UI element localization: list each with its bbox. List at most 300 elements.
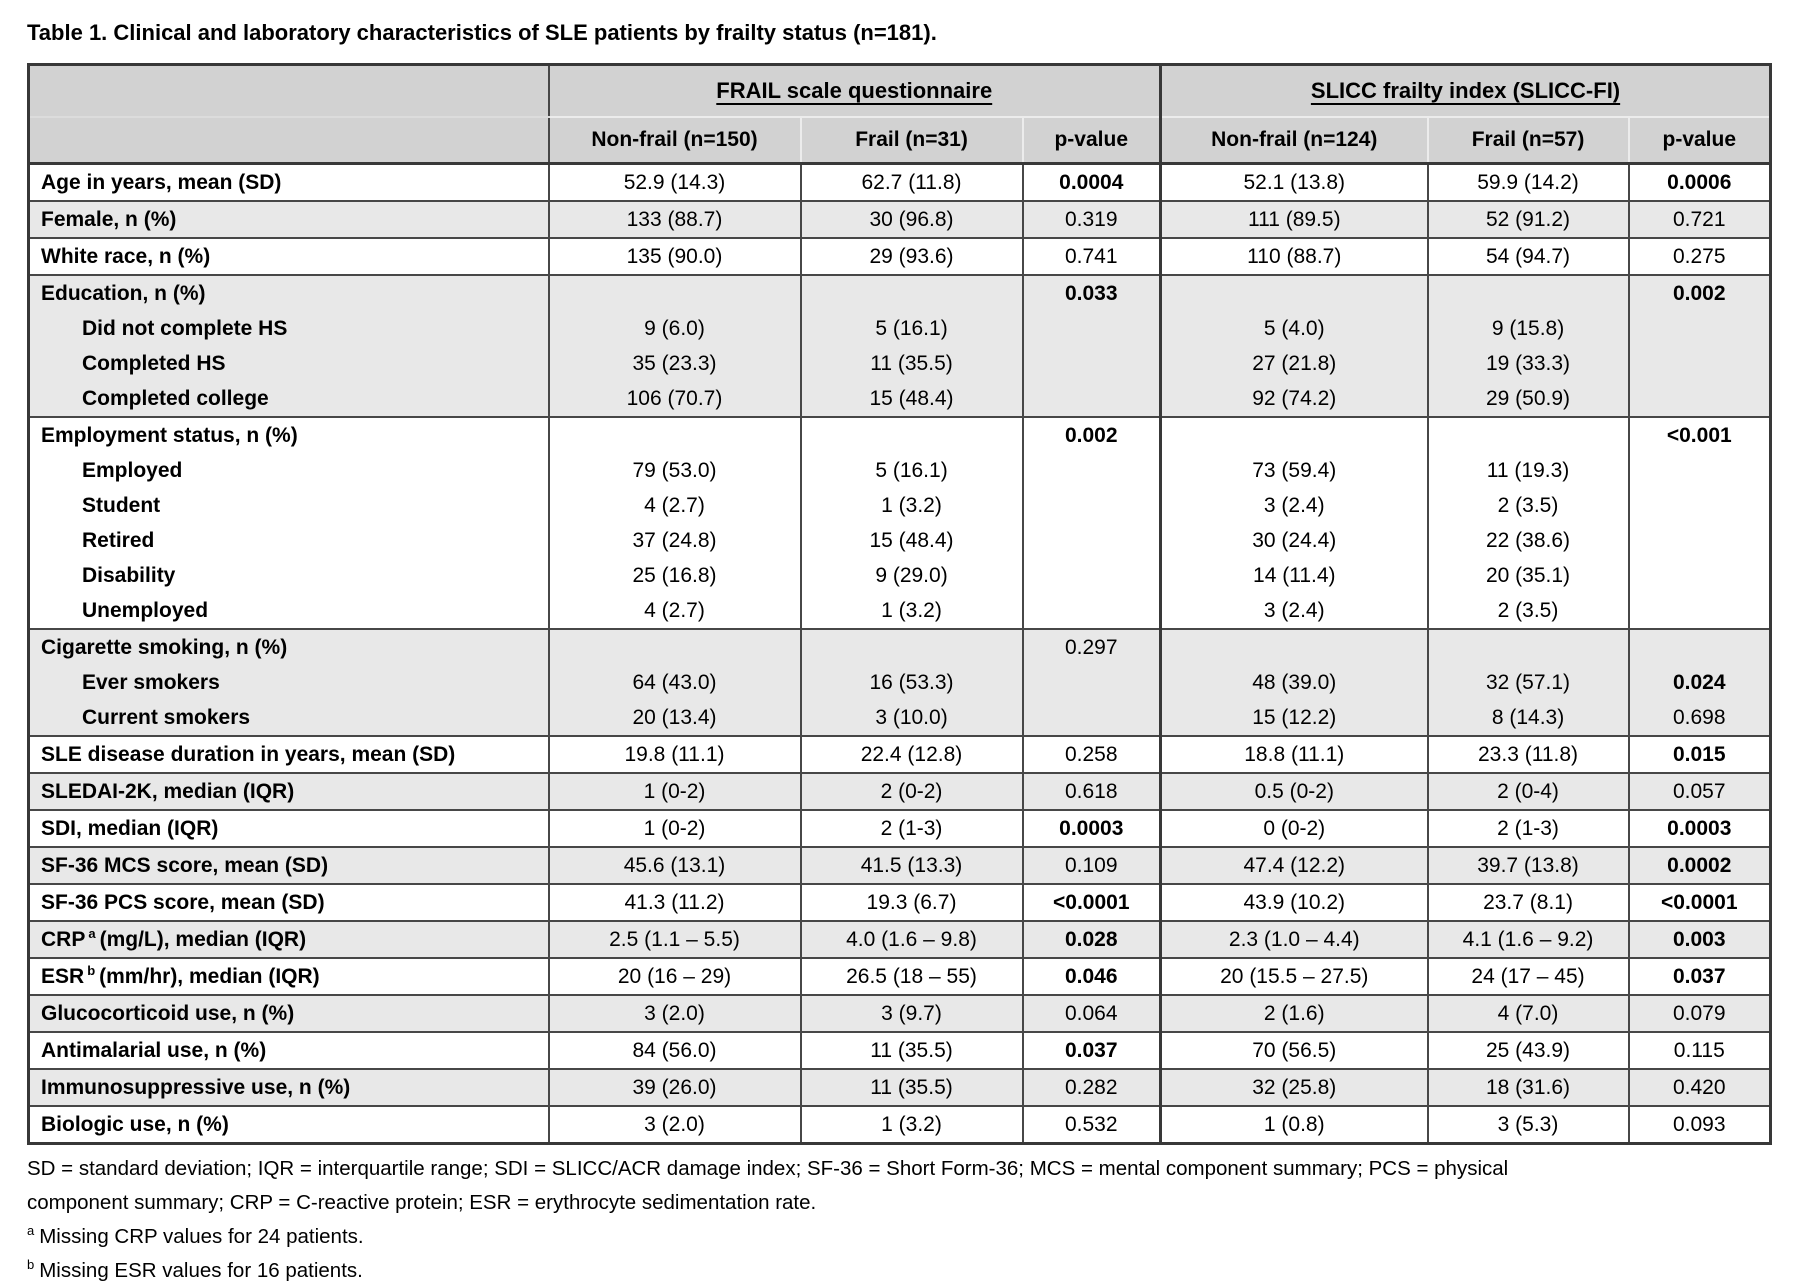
value-cell — [801, 629, 1023, 736]
p-value-cell — [1023, 958, 1161, 995]
cell-value — [550, 418, 800, 453]
value-cell — [801, 201, 1023, 238]
cell-value: 3 (5.3) — [1497, 1113, 1559, 1136]
column-header-frail-frail: Frail (n=31) — [801, 117, 1023, 164]
table-header-group-slicc — [1161, 65, 1771, 118]
cell-value: 0.0004 — [1059, 171, 1124, 194]
value-cell — [801, 810, 1023, 847]
table-row — [29, 995, 1771, 1032]
cell-value: 29 (50.9) — [1485, 387, 1571, 410]
p-value-cell — [1023, 1032, 1161, 1069]
p-value-cell — [1023, 921, 1161, 958]
footnote-marker-b: b — [27, 1257, 35, 1273]
cell-value: 19 (33.3) — [1485, 352, 1571, 375]
cell-value: 2.5 (1.1 – 5.5) — [609, 928, 740, 951]
cell-value: 1 (3.2) — [881, 599, 942, 622]
cell-value: 5 (16.1) — [875, 459, 948, 482]
cell-value: 45.6 (13.1) — [623, 854, 726, 877]
row-label-cell — [29, 1069, 549, 1106]
cell-value: 20 (15.5 – 27.5) — [1220, 965, 1369, 988]
cell-value: 19.8 (11.1) — [624, 743, 725, 766]
cell-value: 48 (39.0) — [1252, 671, 1337, 694]
cell-value: 0.002 — [1064, 424, 1118, 447]
p-value-cell — [1629, 884, 1771, 921]
value-cell — [549, 164, 801, 202]
header-corner — [29, 65, 549, 118]
p-value-cell — [1023, 1106, 1161, 1144]
cell-value — [1630, 453, 1770, 488]
p-value-cell — [1023, 417, 1161, 629]
cell-value: 43.9 (10.2) — [1243, 891, 1346, 914]
value-cell — [1428, 736, 1629, 773]
cell-value: 0.275 — [1672, 245, 1726, 268]
p-value-cell — [1023, 164, 1161, 202]
table-row — [29, 275, 1771, 417]
cell-value: 4 (7.0) — [1497, 1002, 1559, 1025]
row-label-cell — [29, 417, 549, 629]
row-label: Glucocorticoid use, n (%) — [41, 1002, 295, 1025]
cell-value: 5 (16.1) — [875, 317, 948, 340]
cell-value — [1024, 453, 1160, 488]
cell-value — [1024, 558, 1160, 593]
row-sublabel: Retired — [82, 529, 155, 552]
cell-value: 0.037 — [1064, 1039, 1118, 1062]
cell-value: 54 (94.7) — [1485, 245, 1571, 268]
cell-value: <0.001 — [1666, 424, 1732, 447]
footnote-a — [27, 1220, 1547, 1254]
p-value-cell — [1023, 773, 1161, 810]
value-cell — [549, 884, 801, 921]
cell-value: 52 (91.2) — [1485, 208, 1571, 231]
cell-value: 135 (90.0) — [626, 245, 723, 268]
cell-value: 11 (19.3) — [1486, 459, 1570, 482]
row-sublabel: Disability — [82, 564, 176, 587]
value-cell — [549, 773, 801, 810]
cell-value — [1429, 630, 1628, 665]
table-row — [29, 629, 1771, 736]
value-cell — [801, 958, 1023, 995]
cell-value: 26.5 (18 – 55) — [846, 965, 977, 988]
cell-value: 11 (35.5) — [870, 1076, 953, 1099]
p-value-cell — [1023, 238, 1161, 275]
cell-value: 0.5 (0-2) — [1254, 780, 1334, 803]
value-cell — [1161, 736, 1428, 773]
cell-value: 2 (3.5) — [1497, 494, 1559, 517]
p-value-cell — [1023, 736, 1161, 773]
cell-value — [1630, 488, 1770, 523]
cell-value: 59.9 (14.2) — [1477, 171, 1579, 194]
cell-value: 0.0003 — [1059, 817, 1124, 840]
cell-value — [1630, 558, 1770, 593]
cell-value: 0.002 — [1672, 282, 1726, 305]
value-cell — [1161, 275, 1428, 417]
value-cell — [801, 773, 1023, 810]
cell-value: 5 (4.0) — [1263, 317, 1325, 340]
value-cell — [1428, 995, 1629, 1032]
header-column-row — [29, 117, 1771, 164]
p-value-cell — [1629, 164, 1771, 202]
value-cell — [1428, 884, 1629, 921]
value-cell — [1161, 884, 1428, 921]
row-label: Biologic use, n (%) — [41, 1113, 229, 1136]
row-label: SF-36 MCS score, mean (SD) — [41, 854, 329, 877]
cell-value — [802, 276, 1022, 311]
cell-value — [1429, 418, 1628, 453]
cell-value: 106 (70.7) — [626, 387, 723, 410]
cell-value: 0.024 — [1672, 671, 1726, 694]
cell-value: 2 (1-3) — [1497, 817, 1559, 840]
row-sublabel: Completed HS — [82, 352, 226, 375]
cell-value: 41.5 (13.3) — [860, 854, 963, 877]
value-cell — [801, 995, 1023, 1032]
cell-value — [1429, 276, 1628, 311]
cell-value: 0 (0-2) — [1263, 817, 1326, 840]
value-cell — [1428, 1106, 1629, 1144]
p-value-cell — [1629, 958, 1771, 995]
row-sublabel: Current smokers — [82, 706, 251, 729]
value-cell — [549, 995, 801, 1032]
row-label-cell — [29, 629, 549, 736]
cell-value: 2 (1.6) — [1263, 1002, 1325, 1025]
value-cell — [1161, 164, 1428, 202]
p-value-cell — [1629, 773, 1771, 810]
row-label: Age in years, mean (SD) — [41, 171, 282, 194]
cell-value: 37 (24.8) — [632, 529, 717, 552]
cell-value: 41.3 (11.2) — [624, 891, 725, 914]
cell-value: 0.319 — [1064, 208, 1118, 231]
cell-value: 1 (0.8) — [1263, 1113, 1325, 1136]
value-cell — [801, 1106, 1023, 1144]
cell-value: 35 (23.3) — [632, 352, 717, 375]
cell-value: 16 (53.3) — [869, 671, 954, 694]
cell-value: 64 (43.0) — [632, 671, 717, 694]
table-row — [29, 417, 1771, 629]
value-cell — [801, 736, 1023, 773]
cell-value: 11 (35.5) — [870, 352, 953, 375]
cell-value: 22.4 (12.8) — [860, 743, 963, 766]
cell-value — [1630, 381, 1770, 416]
p-value-cell — [1023, 1069, 1161, 1106]
value-cell — [801, 238, 1023, 275]
cell-value: 0.258 — [1064, 743, 1118, 766]
cell-value: 4 (2.7) — [644, 599, 705, 622]
row-label-cell — [29, 736, 549, 773]
cell-value: 32 (25.8) — [1252, 1076, 1337, 1099]
cell-value — [1024, 700, 1160, 735]
table-row — [29, 736, 1771, 773]
cell-value: 0.532 — [1064, 1113, 1118, 1136]
p-value-cell — [1629, 995, 1771, 1032]
value-cell — [549, 810, 801, 847]
cell-value: 9 (6.0) — [644, 317, 705, 340]
row-label: Antimalarial use, n (%) — [41, 1039, 267, 1062]
p-value-cell — [1629, 847, 1771, 884]
cell-value: 18 (31.6) — [1485, 1076, 1571, 1099]
cell-value: 23.7 (8.1) — [1483, 891, 1573, 914]
row-label: Employment status, n (%) — [41, 424, 298, 447]
cell-value: 0.0002 — [1667, 854, 1732, 877]
value-cell — [1428, 810, 1629, 847]
cell-value: 25 (16.8) — [632, 564, 717, 587]
cell-value: 110 (88.7) — [1247, 245, 1342, 268]
cell-value — [1630, 523, 1770, 558]
cell-value: 22 (38.6) — [1485, 529, 1571, 552]
table-row — [29, 1032, 1771, 1069]
cell-value: 0.093 — [1672, 1113, 1726, 1136]
value-cell — [1428, 164, 1629, 202]
cell-value: 15 (48.4) — [869, 529, 954, 552]
header-group-row — [29, 65, 1771, 118]
p-value-cell — [1629, 201, 1771, 238]
p-value-cell — [1023, 810, 1161, 847]
p-value-cell — [1629, 275, 1771, 417]
value-cell — [1161, 629, 1428, 736]
row-label: SLEDAI-2K, median (IQR) — [41, 780, 295, 803]
cell-value: 39 (26.0) — [632, 1076, 717, 1099]
footnote-b-text: Missing ESR values for 16 patients. — [39, 1259, 363, 1282]
cell-value: 3 (2.0) — [644, 1002, 705, 1025]
cell-value: 0.282 — [1064, 1076, 1118, 1099]
value-cell — [549, 238, 801, 275]
cell-value: 79 (53.0) — [632, 459, 717, 482]
cell-value: 0.618 — [1064, 780, 1118, 803]
row-sublabel: Completed college — [82, 387, 269, 410]
footnote-abbreviations: SD = standard deviation; IQR = interquartile range; SDI = SLICC/ACR damage index; SF-36 = Short Form-36; MCS = mental component summary; PCS = physical component summary; CRP = C-reactive protein; ESR = erythrocyte sedimentation rate. — [27, 1157, 1509, 1214]
cell-value: 84 (56.0) — [632, 1039, 717, 1062]
value-cell — [549, 1069, 801, 1106]
row-label-cell — [29, 1032, 549, 1069]
cell-value: 1 (0-2) — [643, 780, 706, 803]
value-cell — [549, 201, 801, 238]
row-sublabel: Ever smokers — [82, 671, 220, 694]
table-row — [29, 164, 1771, 202]
table-row — [29, 847, 1771, 884]
p-value-cell — [1629, 238, 1771, 275]
cell-value: 2 (3.5) — [1497, 599, 1559, 622]
cell-value: 29 (93.6) — [869, 245, 954, 268]
value-cell — [1428, 201, 1629, 238]
cell-value: 9 (15.8) — [1491, 317, 1565, 340]
cell-value: 0.057 — [1672, 780, 1726, 803]
value-cell — [549, 847, 801, 884]
row-label: White race, n (%) — [41, 245, 211, 268]
row-label: CRP $^a$ (mg/L), median (IQR) — [41, 926, 307, 951]
value-cell — [549, 736, 801, 773]
value-cell — [801, 275, 1023, 417]
value-cell — [1161, 810, 1428, 847]
cell-value: 8 (14.3) — [1491, 706, 1565, 729]
row-label: SLE disease duration in years, mean (SD) — [41, 743, 456, 766]
value-cell — [549, 921, 801, 958]
cell-value — [1024, 381, 1160, 416]
cell-value: 9 (29.0) — [875, 564, 948, 587]
cell-value: 62.7 (11.8) — [861, 171, 962, 194]
p-value-cell — [1023, 629, 1161, 736]
p-value-cell — [1629, 736, 1771, 773]
cell-value — [802, 630, 1022, 665]
value-cell — [1161, 1106, 1428, 1144]
value-cell — [801, 1069, 1023, 1106]
cell-value: 11 (35.5) — [870, 1039, 953, 1062]
cell-value — [1024, 311, 1160, 346]
row-label: SF-36 PCS score, mean (SD) — [41, 891, 325, 914]
cell-value — [1024, 665, 1160, 700]
row-label-cell — [29, 847, 549, 884]
table-row — [29, 773, 1771, 810]
cell-value: 23.3 (11.8) — [1478, 743, 1579, 766]
cell-value: 39.7 (13.8) — [1477, 854, 1579, 877]
cell-value — [802, 418, 1022, 453]
cell-value: 24 (17 – 45) — [1471, 965, 1585, 988]
cell-value: 47.4 (12.2) — [1243, 854, 1346, 877]
value-cell — [1161, 995, 1428, 1032]
p-value-cell — [1023, 201, 1161, 238]
row-label: Cigarette smoking, n (%) — [41, 636, 288, 659]
row-label: Female, n (%) — [41, 208, 177, 231]
cell-value: 0.721 — [1672, 208, 1726, 231]
cell-value: 4 (2.7) — [644, 494, 705, 517]
table-row — [29, 238, 1771, 275]
value-cell — [801, 847, 1023, 884]
value-cell — [1428, 773, 1629, 810]
cell-value: 111 (89.5) — [1247, 208, 1341, 231]
cell-value: 70 (56.5) — [1252, 1039, 1337, 1062]
cell-value — [1024, 346, 1160, 381]
table-row — [29, 1106, 1771, 1144]
cell-value: 15 (12.2) — [1252, 706, 1337, 729]
table-row — [29, 201, 1771, 238]
value-cell — [1161, 958, 1428, 995]
row-label-cell — [29, 201, 549, 238]
cell-value: 52.1 (13.8) — [1243, 171, 1346, 194]
value-cell — [1428, 238, 1629, 275]
footnotes — [27, 1152, 1547, 1288]
value-cell — [801, 884, 1023, 921]
row-label-cell — [29, 1106, 549, 1144]
cell-value: 0.698 — [1672, 706, 1726, 729]
row-sublabel: Employed — [82, 459, 183, 482]
cell-value: 3 (10.0) — [875, 706, 948, 729]
cell-value: 0.420 — [1672, 1076, 1726, 1099]
cell-value: 52.9 (14.3) — [623, 171, 726, 194]
footnote-reference-marker: a — [88, 926, 96, 941]
cell-value: 20 (16 – 29) — [617, 965, 732, 988]
p-value-cell — [1023, 847, 1161, 884]
table-row — [29, 810, 1771, 847]
cell-value — [1162, 276, 1427, 311]
group-label-frail: FRAIL scale questionnaire — [716, 78, 993, 103]
column-header-frail-pvalue: p-value — [1023, 117, 1161, 164]
cell-value: 0.015 — [1672, 743, 1726, 766]
row-label-cell — [29, 164, 549, 202]
value-cell — [1428, 958, 1629, 995]
value-cell — [1161, 201, 1428, 238]
cell-value: 0.109 — [1064, 854, 1118, 877]
cell-value: 30 (24.4) — [1252, 529, 1337, 552]
value-cell — [1428, 629, 1629, 736]
row-label-cell — [29, 958, 549, 995]
cell-value — [1162, 418, 1427, 453]
cell-value — [550, 630, 800, 665]
row-label-cell — [29, 810, 549, 847]
cell-value: 0.028 — [1064, 928, 1118, 951]
cell-value: 4.0 (1.6 – 9.8) — [846, 928, 977, 951]
p-value-cell — [1629, 417, 1771, 629]
row-label: SDI, median (IQR) — [41, 817, 219, 840]
column-header-slicc-nonfrail: Non-frail (n=124) — [1161, 117, 1428, 164]
cell-value: 92 (74.2) — [1252, 387, 1337, 410]
cell-value: 25 (43.9) — [1485, 1039, 1571, 1062]
value-cell — [549, 1032, 801, 1069]
footnote-marker-a: a — [27, 1223, 35, 1239]
cell-value — [1630, 346, 1770, 381]
cell-value: 20 (35.1) — [1485, 564, 1571, 587]
value-cell — [549, 275, 801, 417]
row-label: Education, n (%) — [41, 282, 206, 305]
cell-value: 0.033 — [1064, 282, 1118, 305]
table-row — [29, 1069, 1771, 1106]
p-value-cell — [1629, 629, 1771, 736]
row-label-cell — [29, 238, 549, 275]
cell-value: 0.003 — [1672, 928, 1726, 951]
value-cell — [1161, 773, 1428, 810]
value-cell — [1161, 847, 1428, 884]
p-value-cell — [1629, 810, 1771, 847]
footnote-b — [27, 1254, 1547, 1288]
row-sublabel: Did not complete HS — [82, 317, 288, 340]
row-label-cell — [29, 773, 549, 810]
value-cell — [1161, 1069, 1428, 1106]
row-sublabel: Unemployed — [82, 599, 209, 622]
column-header-slicc-pvalue: p-value — [1629, 117, 1771, 164]
value-cell — [549, 417, 801, 629]
cell-value: 3 (2.4) — [1263, 494, 1325, 517]
cell-value: 32 (57.1) — [1485, 671, 1571, 694]
cell-value: 14 (11.4) — [1253, 564, 1336, 587]
cell-value — [1024, 523, 1160, 558]
cell-value: 0.115 — [1673, 1039, 1725, 1062]
value-cell — [801, 164, 1023, 202]
row-label: ESR $^b$ (mm/hr), median (IQR) — [41, 963, 320, 988]
footnote-reference-marker: b — [87, 963, 96, 978]
row-label-cell — [29, 275, 549, 417]
table-header-group-frail — [549, 65, 1161, 118]
cell-value: 2 (0-4) — [1497, 780, 1559, 803]
cell-value: 0.037 — [1672, 965, 1726, 988]
value-cell — [801, 417, 1023, 629]
table-row — [29, 921, 1771, 958]
cell-value: 27 (21.8) — [1252, 352, 1337, 375]
group-label-slicc: SLICC frailty index (SLICC-FI) — [1310, 78, 1621, 103]
cell-value: 1 (3.2) — [881, 494, 942, 517]
table-row — [29, 958, 1771, 995]
cell-value: 2 (1-3) — [880, 817, 943, 840]
table-body — [29, 164, 1771, 1144]
value-cell — [1161, 238, 1428, 275]
cell-value: <0.0001 — [1053, 891, 1130, 914]
value-cell — [1428, 417, 1629, 629]
cell-value: 15 (48.4) — [869, 387, 954, 410]
cell-value: 3 (9.7) — [881, 1002, 942, 1025]
cell-value: 0.741 — [1064, 245, 1118, 268]
cell-value: 0.0003 — [1667, 817, 1732, 840]
p-value-cell — [1629, 1032, 1771, 1069]
cell-value: <0.0001 — [1661, 891, 1738, 914]
cell-value: 2.3 (1.0 – 4.4) — [1228, 928, 1360, 951]
p-value-cell — [1629, 1106, 1771, 1144]
value-cell — [549, 1106, 801, 1144]
cell-value: 4.1 (1.6 – 9.2) — [1462, 928, 1594, 951]
